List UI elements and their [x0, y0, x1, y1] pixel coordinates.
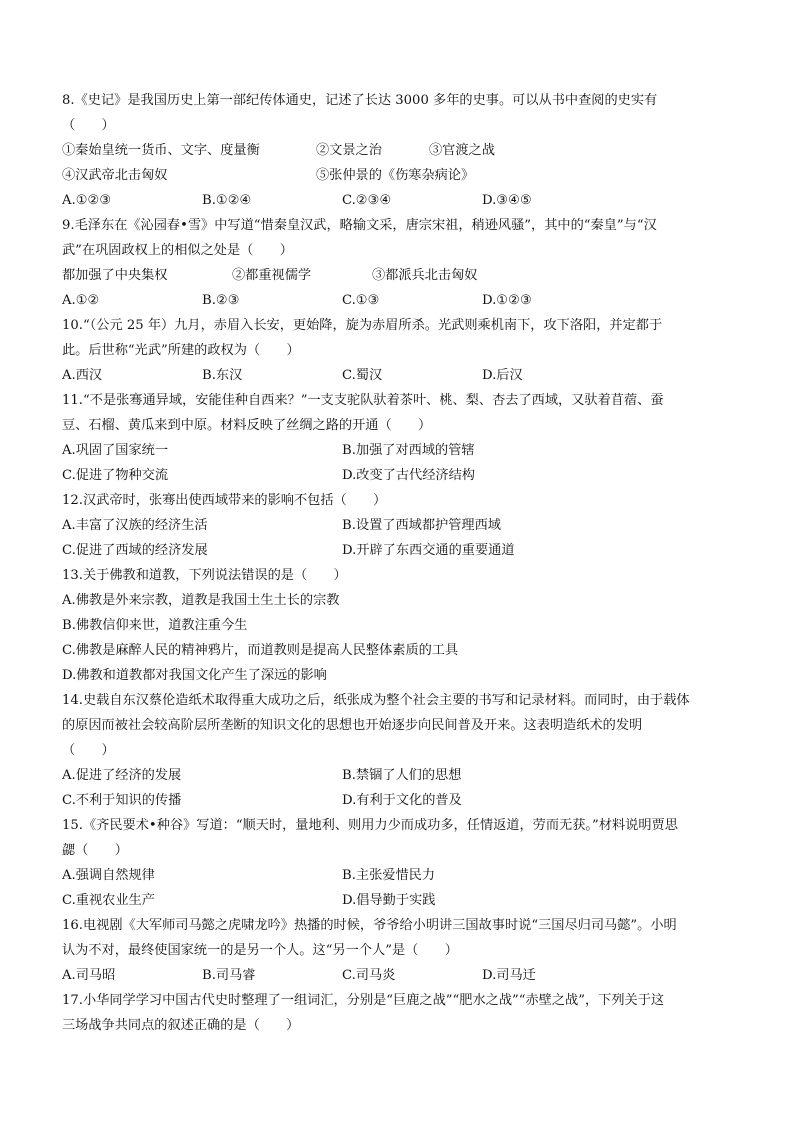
option-c[interactable]: C.佛教是麻醉人民的精神鸦片，而道教则是提高人民整体素质的工具	[62, 643, 459, 658]
question-14-stem-line-3: （ ）	[62, 743, 115, 758]
question-15	[62, 813, 734, 913]
option-c[interactable]: C.促进了物种交流	[62, 468, 169, 483]
option-b[interactable]: B.主张爱惜民力	[342, 868, 436, 883]
question-11-stem-line-2: 豆、石榴、黄瓜来到中原。材料反映了丝绸之路的开通（ ）	[62, 418, 432, 433]
option-b[interactable]: B.司马睿	[202, 968, 256, 983]
question-9-items-row-1	[62, 263, 734, 288]
question-12-options-row-1	[62, 513, 734, 538]
question-13-stem-line-1: 13.关于佛教和道教，下列说法错误的是（ ）	[62, 568, 347, 583]
question-14-options-row-2	[62, 788, 734, 813]
question-16-options	[62, 963, 734, 988]
option-b[interactable]: B.②③	[202, 293, 240, 308]
question-11-options-row-2	[62, 463, 734, 488]
question-11-stem-line-1: 11.“不是张骞通异域，安能佳种自西来？”一支支驼队驮着茶叶、桃、梨、杏去了西域，又驮着苜蓿、蚕	[62, 393, 664, 408]
option-c[interactable]: C.蜀汉	[342, 368, 383, 383]
question-14-stem-line-1: 14.史载自东汉蔡伦造纸术取得重大成功之后，纸张成为整个社会主要的书写和记录材料。而同时，由于载体	[62, 693, 690, 708]
statement-item: ①秦始皇统一货币、文字、度量衡	[62, 143, 260, 158]
question-10-options	[62, 363, 734, 388]
option-b[interactable]: B.加强了对西域的管辖	[342, 443, 475, 458]
question-12-stem-line-1: 12.汉武帝时，张骞出使西域带来的影响不包括（ ）	[62, 493, 387, 508]
question-8-items-row-2	[62, 163, 734, 188]
question-9-stem-line-1: 9.毛泽东在《沁园春•雪》中写道“惜秦皇汉武，略输文采，唐宗宋祖，稍逊风骚”，其中的“秦皇”与“汉	[62, 218, 657, 233]
question-8-stem-line-2: （ ）	[62, 118, 115, 133]
option-a[interactable]: A.促进了经济的发展	[62, 768, 182, 783]
question-8-items-row-1	[62, 138, 734, 163]
option-c[interactable]: C.司马炎	[342, 968, 396, 983]
statement-item: ⑤张仲景的《伤寒杂病论》	[316, 168, 475, 183]
question-15-options-row-2	[62, 888, 734, 913]
question-15-stem-line-2: 勰（ ）	[62, 843, 128, 858]
option-a[interactable]: A.巩固了国家统一	[62, 443, 169, 458]
question-12	[62, 488, 734, 563]
option-b[interactable]: B.东汉	[202, 368, 243, 383]
question-8	[62, 88, 734, 213]
question-8-options	[62, 188, 734, 213]
statement-item: ③官渡之战	[429, 143, 495, 158]
option-a[interactable]: A.强调自然规律	[62, 868, 155, 883]
option-c[interactable]: C.促进了西域的经济发展	[62, 543, 208, 558]
option-d[interactable]: D.后汉	[482, 368, 523, 383]
option-d[interactable]: D.开辟了东西交通的重要通道	[342, 543, 515, 558]
question-16-stem-line-1: 16.电视剧《大军师司马懿之虎啸龙吟》热播的时候，爷爷给小明讲三国故事时说“三国尽归司马懿”。小明	[62, 918, 677, 933]
option-d[interactable]: D.倡导勤于实践	[342, 893, 436, 908]
question-12-options-row-2	[62, 538, 734, 563]
option-d[interactable]: D.佛教和道教都对我国文化产生了深远的影响	[62, 668, 327, 683]
question-11-options-row-1	[62, 438, 734, 463]
question-15-options-row-1	[62, 863, 734, 888]
option-d[interactable]: D.司马迁	[482, 968, 536, 983]
statement-item: ②文景之治	[316, 143, 382, 158]
question-16-stem-line-2: 认为不对，最终使国家统一的是另一个人。这“另一个人”是（ ）	[62, 943, 458, 958]
option-a[interactable]: A.司马昭	[62, 968, 116, 983]
statement-item: 都加强了中央集权	[62, 268, 168, 283]
question-13	[62, 563, 734, 688]
statement-item: ③都派兵北击匈奴	[372, 268, 478, 283]
option-a[interactable]: A.①②③	[62, 193, 112, 208]
option-b[interactable]: B.①②④	[202, 193, 252, 208]
option-c[interactable]: C.重视农业生产	[62, 893, 155, 908]
question-17-stem-line-1: 17.小华同学学习中国古代史时整理了一组词汇，分别是“巨鹿之战”“肥水之战”“赤壁之战”，下列关于这	[62, 993, 665, 1008]
question-16	[62, 913, 734, 988]
option-d[interactable]: D.改变了古代经济结构	[342, 468, 475, 483]
question-17-stem-line-2: 三场战争共同点的叙述正确的是（ ）	[62, 1018, 300, 1033]
question-14-stem-line-2: 的原因而被社会较高阶层所垄断的知识文化的思想也开始逐步向民间普及开来。这表明造纸术的发明	[62, 718, 643, 733]
question-11	[62, 388, 734, 488]
question-17	[62, 988, 734, 1038]
option-d[interactable]: D.有利于文化的普及	[342, 793, 462, 808]
option-c[interactable]: C.②③④	[342, 193, 392, 208]
option-a[interactable]: A.西汉	[62, 368, 103, 383]
question-9	[62, 213, 734, 313]
question-8-stem-line-1: 8.《史记》是我国历史上第一部纪传体通史，记述了长达 3000 多年的史事。可以从书中查阅的史实有	[62, 93, 658, 108]
option-a[interactable]: A.①②	[62, 293, 100, 308]
question-9-stem-line-2: 武”在巩固政权上的相似之处是（ ）	[62, 243, 293, 258]
option-b[interactable]: B.设置了西域都护管理西域	[342, 518, 501, 533]
question-14-options-row-1	[62, 763, 734, 788]
question-10-stem-line-1: 10.“（公元 25 年）九月，赤眉入长安，更始降，旋为赤眉所杀。光武则乘机南下，攻下洛阳，并定都于	[62, 318, 663, 333]
question-10-stem-line-2: 此。后世称“光武”所建的政权为（ ）	[62, 343, 300, 358]
option-a[interactable]: A.丰富了汉族的经济生活	[62, 518, 208, 533]
statement-item: ②都重视儒学	[232, 268, 312, 283]
option-b[interactable]: B.禁锢了人们的思想	[342, 768, 462, 783]
option-c[interactable]: C.不利于知识的传播	[62, 793, 182, 808]
option-c[interactable]: C.①③	[342, 293, 380, 308]
question-9-options	[62, 288, 734, 313]
question-10	[62, 313, 734, 388]
option-b[interactable]: B.佛教信仰来世，道教注重今生	[62, 618, 248, 633]
question-14	[62, 688, 734, 813]
option-d[interactable]: D.①②③	[482, 293, 532, 308]
exam-page	[62, 88, 734, 1038]
option-a[interactable]: A.佛教是外来宗教，道教是我国土生土长的宗教	[62, 593, 340, 608]
option-d[interactable]: D.③④⑤	[482, 193, 532, 208]
question-15-stem-line-1: 15.《齐民要术•种谷》写道：“顺天时，量地利、则用力少而成功多，任情返道，劳而无获。”材料说明贾思	[62, 818, 678, 833]
statement-item: ④汉武帝北击匈奴	[62, 168, 168, 183]
